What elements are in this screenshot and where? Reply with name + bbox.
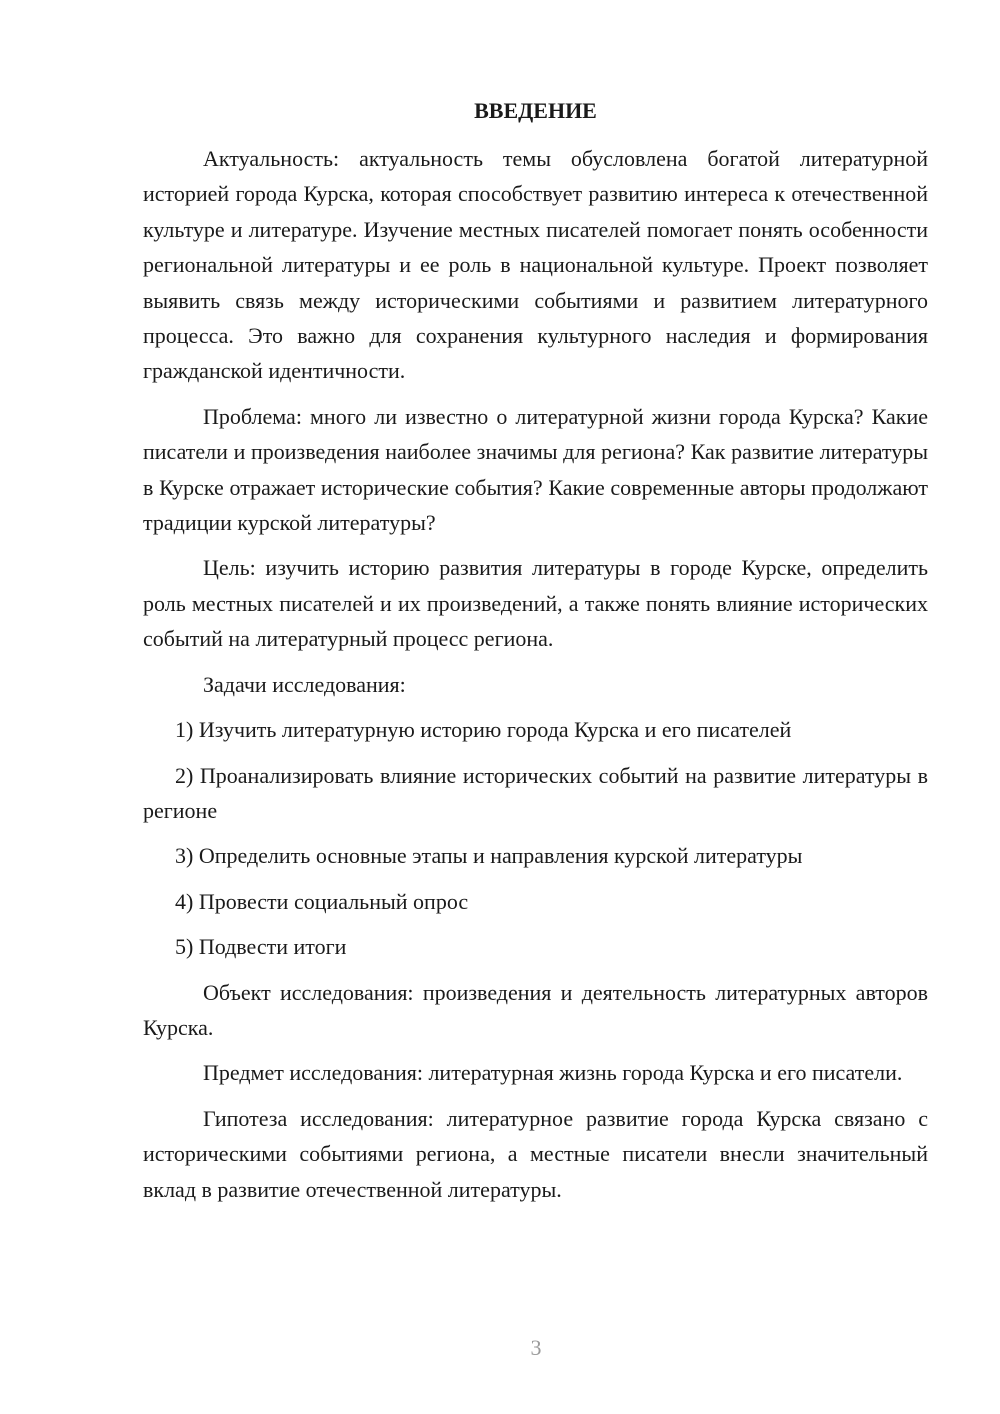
paragraph-relevance: Актуальность: актуальность темы обусловлена богатой литературной историей города Курска, которая способствует развитию интереса к отечественной культуре и литературе. Изучение местных писателей помогает понять особенности региональной литературы и ее роль в национальной культуре. Проект позволяет выявить связь между историческими событиями и развитием литературного процесса. Это важно для сохранения культурного наследия и формирования гражданской идентичности. [143, 146, 928, 384]
page-number: 3 [530, 1335, 542, 1360]
list-item-task-2: 2) Проанализировать влияние исторических событий на развитие литературы в регионе [143, 762, 928, 823]
paragraph-hypothesis: Гипотеза исследования: литературное развитие города Курска связано с историческими событиями региона, а местные писатели внесли значительный вклад в развитие отечественной литературы. [143, 1105, 928, 1202]
page-title: ВВЕДЕНИЕ [474, 98, 597, 123]
paragraph-object: Объект исследования: произведения и деятельность литературных авторов Курска. [143, 979, 928, 1040]
paragraph-tasks-heading: Задачи исследования: [203, 671, 406, 697]
paragraph-problem: Проблема: много ли известно о литературной жизни города Курска? Какие писатели и произведения наиболее значимы для региона? Как развитие литературы в Курске отражает исторические события? Какие современные авторы продолжают традиции курской литературы? [143, 403, 928, 536]
paragraph-goal: Цель: изучить историю развития литературы в городе Курске, определить роль местных писателей и их произведений, а также понять влияние исторических событий на литературный процесс региона. [143, 555, 928, 652]
list-item-task-3: 3) Определить основные этапы и направления курской литературы [175, 843, 803, 869]
paragraph-subject: Предмет исследования: литературная жизнь города Курска и его писатели. [203, 1060, 903, 1086]
document-body [143, 141, 928, 1217]
list-item-task-1: 1) Изучить литературную историю города Курска и его писателей [175, 717, 792, 743]
list-item-task-5: 5) Подвести итоги [175, 934, 347, 960]
list-item-task-4: 4) Провести социальный опрос [175, 888, 469, 914]
